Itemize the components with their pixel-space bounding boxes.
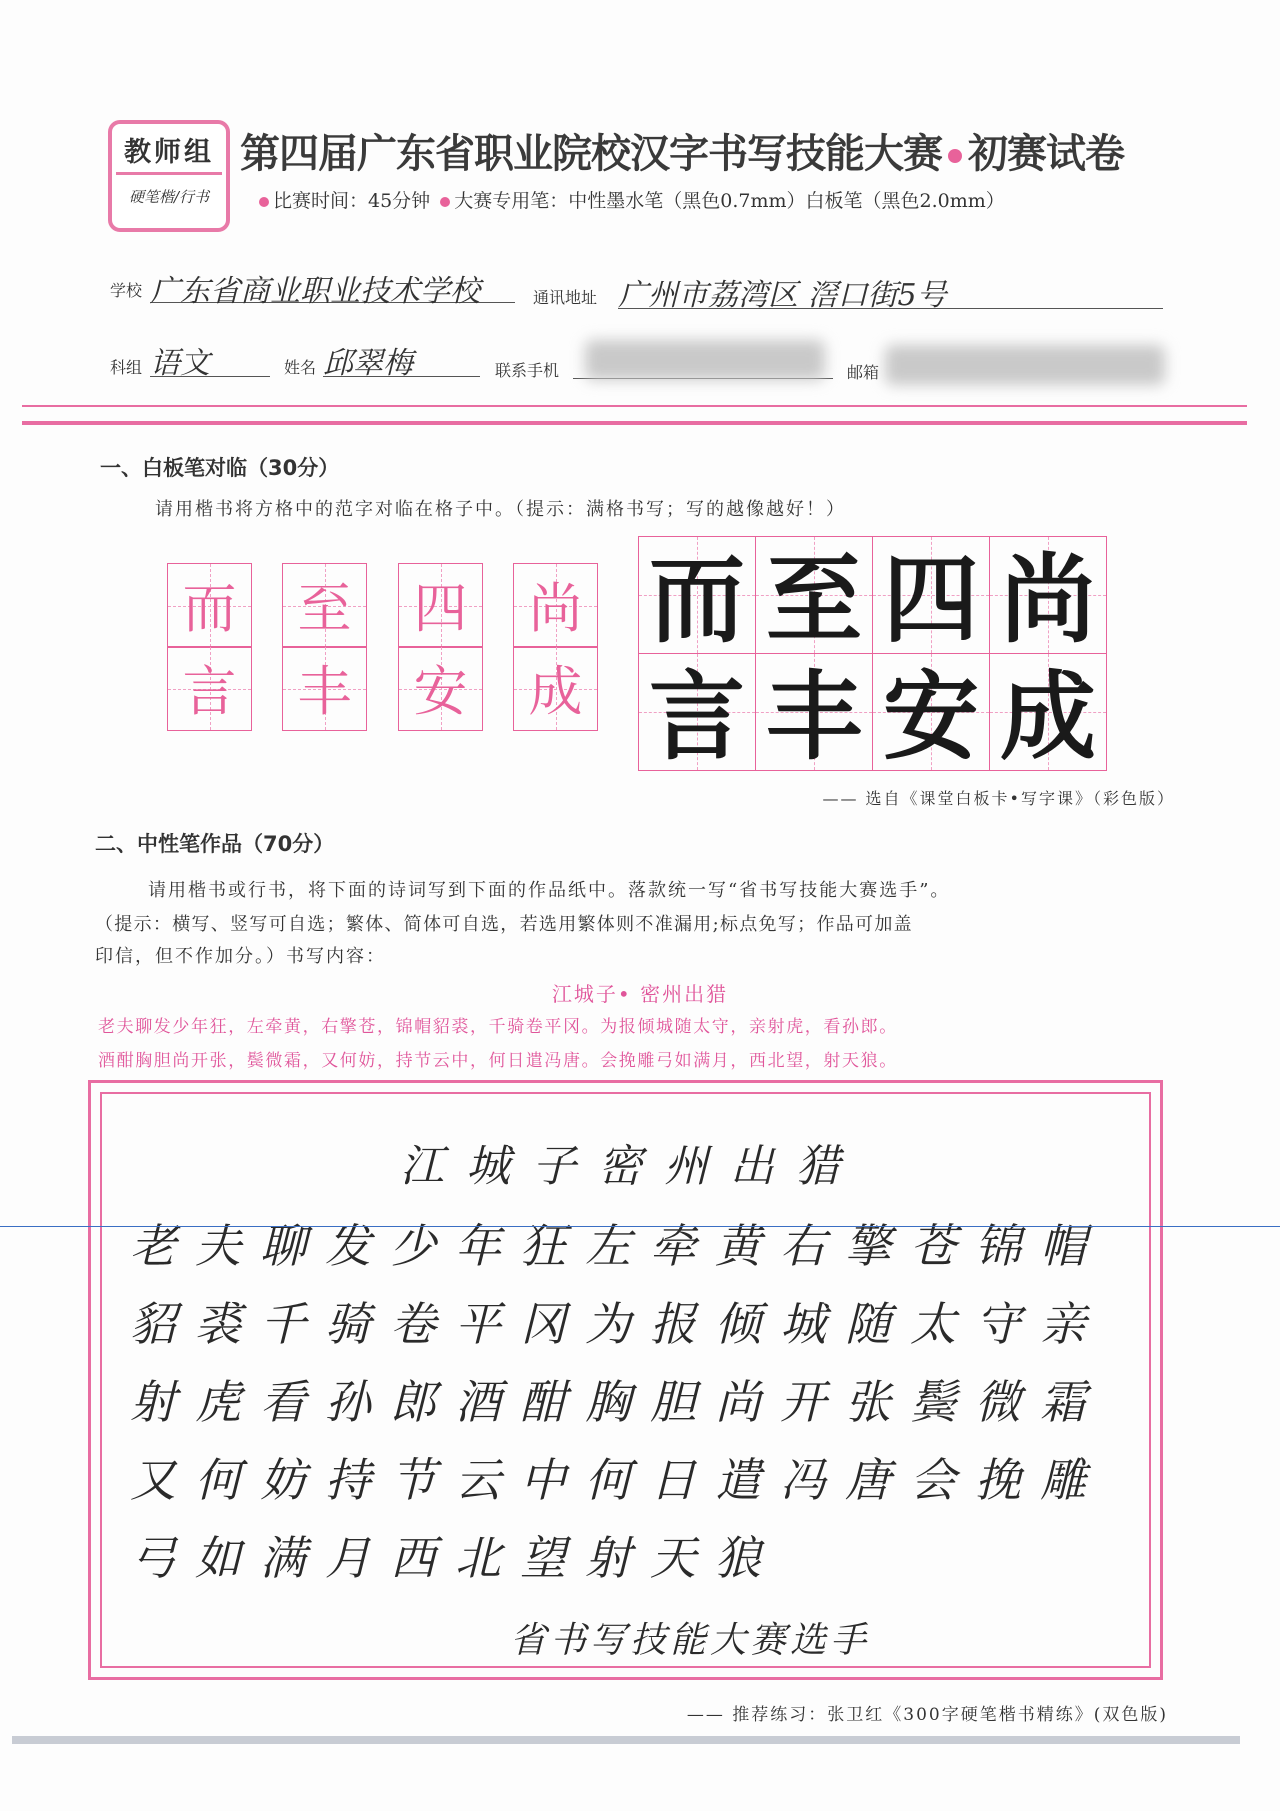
address-label: 通讯地址: [533, 288, 598, 307]
section1-source: —— 选自《课堂白板卡•写字课》（彩色版）: [822, 789, 1175, 808]
written-char: 至: [766, 542, 862, 654]
address-value: 广州市荔湾区 滘口街5号: [618, 278, 947, 313]
email-redacted: [885, 345, 1165, 385]
page-bottom-bar: [12, 1736, 1240, 1744]
written-char: 安: [883, 659, 979, 771]
badge-sub: 硬笔楷/行书: [128, 188, 210, 206]
badge-group: 教师组: [124, 137, 214, 168]
section1-heading: 一、白板笔对临（30分）: [100, 456, 340, 480]
divider-line: [22, 421, 1247, 425]
work-signature: 省书写技能大赛选手: [510, 1620, 871, 1661]
work-line: 射虎看孙郎酒酣胸胆尚开张鬓微霜: [130, 1375, 1105, 1429]
model-char: 丰: [297, 659, 352, 723]
model-char-cell: [513, 646, 598, 731]
model-char-cell: [282, 646, 367, 731]
instruction-line: （提示：横写、竖写可自选；繁体、简体可自选，若选用繁体则不准漏用;标点免写；作品可加盖: [95, 914, 913, 935]
model-char-cell: [167, 563, 252, 648]
bullet-icon: [259, 197, 269, 207]
phone-redacted: [585, 340, 825, 380]
subject-value: 语文: [150, 346, 210, 381]
model-char-cell: [398, 563, 483, 648]
model-char-cell: [513, 563, 598, 648]
model-char: 至: [297, 576, 352, 640]
address-field[interactable]: [618, 270, 1163, 313]
badge-divider: [116, 172, 222, 175]
writing-cell[interactable]: [989, 536, 1107, 654]
pen-info: 大赛专用笔：中性墨水笔（黑色0.7mm）白板笔（黑色2.0mm）: [454, 190, 1005, 212]
work-line: 老夫聊发少年狂左牵黄右擎苍锦帽: [130, 1219, 1105, 1273]
divider-line: [22, 405, 1247, 407]
model-char: 安: [413, 659, 468, 723]
model-char: 言: [182, 659, 237, 723]
model-char: 四: [413, 576, 468, 640]
exam-info: [255, 186, 1005, 213]
model-char-cell: [167, 646, 252, 731]
writing-cell[interactable]: [755, 536, 873, 654]
written-char: 成: [1000, 659, 1096, 771]
subject-field[interactable]: [150, 338, 270, 381]
name-field[interactable]: [323, 338, 480, 381]
writing-cell[interactable]: [872, 653, 990, 771]
written-char: 尚: [1000, 542, 1096, 654]
section2-heading: 二、中性笔作品（70分）: [95, 832, 335, 856]
group-badge: [108, 120, 230, 232]
written-char: 四: [883, 542, 979, 654]
email-label: 邮箱: [847, 363, 880, 382]
model-char-cell: [282, 563, 367, 648]
work-title: 江城子密州出猎: [400, 1141, 862, 1192]
writing-cell[interactable]: [638, 653, 756, 771]
writing-cell[interactable]: [755, 653, 873, 771]
time-info: 比赛时间：45分钟: [273, 190, 431, 212]
poem-line: 酒酣胸胆尚开张，鬓微霜，又何妨，持节云中，何日遣冯唐。会挽雕弓如满月，西北望，射天狼。: [98, 1051, 898, 1071]
instruction-line: 印信，但不作加分。）书写内容：: [95, 946, 386, 967]
bullet-icon: [440, 197, 450, 207]
writing-cell[interactable]: [638, 536, 756, 654]
subject-label: 科组: [110, 358, 143, 377]
poem-line: 老夫聊发少年狂，左牵黄，右擎苍，锦帽貂裘，千骑卷平冈。为报倾城随太守，亲射虎，看孙郎。: [98, 1017, 898, 1037]
bullet-icon: [948, 149, 962, 163]
name-label: 姓名: [284, 358, 317, 377]
name-value: 邱翠梅: [323, 346, 413, 381]
title-suffix: 初赛试卷: [968, 131, 1124, 177]
section1-hint: 请用楷书将方格中的范字对临在格子中。（提示：满格书写；写的越像越好！）: [155, 499, 846, 520]
recommend-text: —— 推荐练习：张卫红《300字硬笔楷书精练》(双色版): [686, 1705, 1168, 1725]
scan-line: [0, 1226, 1280, 1227]
model-char: 而: [182, 576, 237, 640]
poem-title: 江城子• 密州出猎: [551, 982, 729, 1006]
written-char: 丰: [766, 659, 862, 771]
written-char: 而: [649, 542, 745, 654]
school-field[interactable]: [150, 266, 515, 309]
work-line: 弓如满月西北望射天狼: [130, 1531, 780, 1585]
model-char: 成: [528, 659, 583, 723]
work-line: 貂裘千骑卷平冈为报倾城随太守亲: [130, 1297, 1105, 1351]
model-char-cell: [398, 646, 483, 731]
school-value: 广东省商业职业技术学校: [150, 274, 480, 309]
phone-label: 联系手机: [495, 361, 560, 380]
model-char: 尚: [528, 576, 583, 640]
written-char: 言: [649, 659, 745, 771]
page-title: [240, 122, 1124, 179]
title-main: 第四届广东省职业院校汉字书写技能大赛: [240, 131, 942, 177]
work-line: 又何妨持节云中何日遣冯唐会挽雕: [130, 1453, 1105, 1507]
writing-cell[interactable]: [872, 536, 990, 654]
writing-cell[interactable]: [989, 653, 1107, 771]
school-label: 学校: [110, 281, 143, 300]
instruction-line: 请用楷书或行书，将下面的诗词写到下面的作品纸中。落款统一写“省书写技能大赛选手”。: [148, 880, 951, 901]
